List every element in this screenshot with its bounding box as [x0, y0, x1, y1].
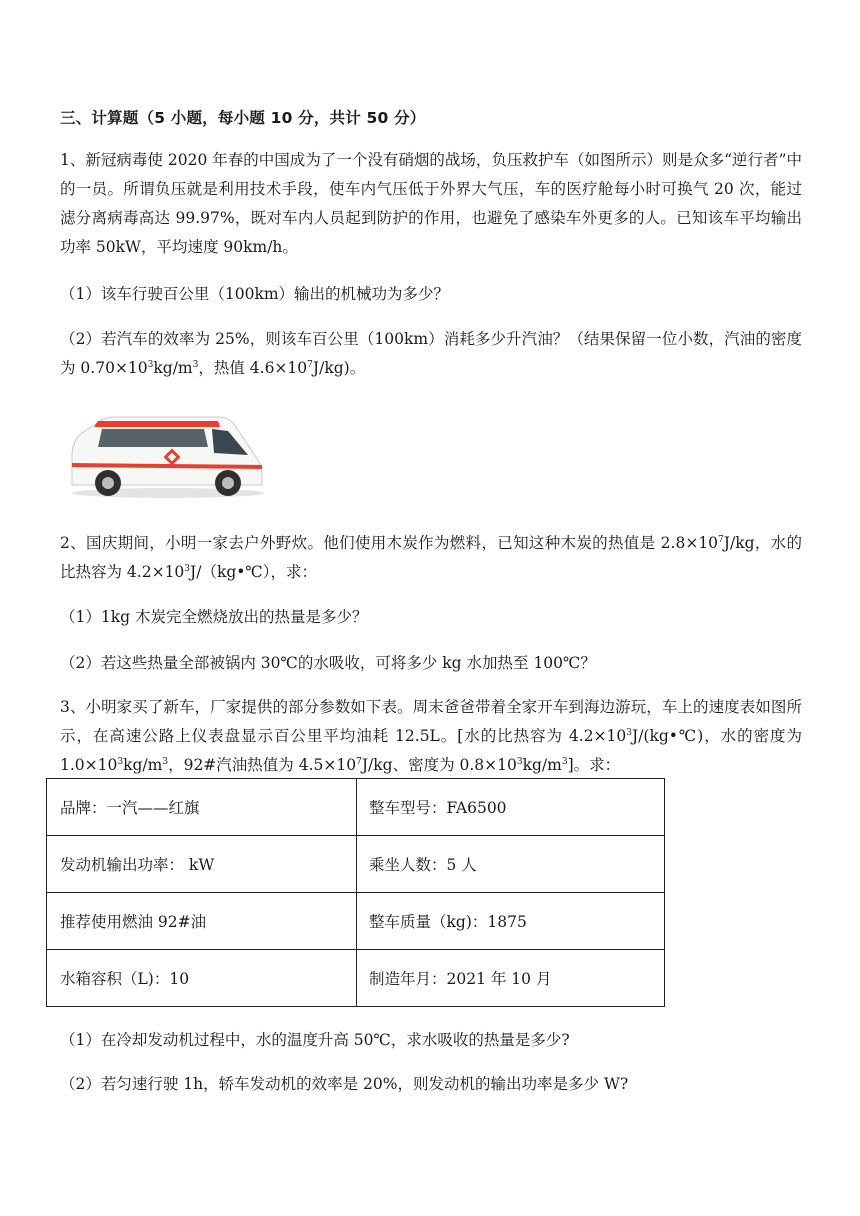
- question-2-part-1: （1）1kg 木炭完全燃烧放出的热量是多少？: [60, 608, 368, 626]
- table-cell-passengers: 乘坐人数：5 人: [357, 836, 665, 893]
- question-2-text: 2、国庆期间，小明一家去户外野炊。他们使用木炭作为燃料，已知这种木炭的热值是 $2.8\times 10^7J/kg$，水的比热容为 $4.2\times 10^3J/(kg•℃)$，求：: [60, 534, 802, 581]
- table-cell-engine-power: 发动机输出功率： kW: [47, 836, 357, 893]
- question-3-part-2: （2）若匀速行驶 1h，轿车发动机的效率是 20%，则发动机的输出功率是多少 W?: [60, 1075, 629, 1093]
- section-heading: 三、计算题（5 小题，每小题 10 分，共计 50 分）: [60, 109, 426, 127]
- table-row: [47, 893, 665, 950]
- question-2-part-2: （2）若这些热量全部被锅内 30℃的水吸收，可将多少 kg 水加热至 100℃？: [60, 654, 596, 672]
- question-1-text: 1、新冠病毒使 2020 年春的中国成为了一个没有硝烟的战场，负压救护车（如图所示）则是众多“逆行者”中的一员。所谓负压就是利用技术手段，使车内气压低于外界大气压，车的医疗舱每小时可换气 20 次，能过滤分离病毒高达 99.97%，既对车内人员起到防护的作用，也避免了感染车外更多的人。已知该车平均输出功率 50kW，平均速度 90km/h。: [60, 151, 802, 256]
- question-1-part-2: （2）若汽车的效率为 25%，则该车百公里（100km）消耗多少升汽油？（结果保留一位小数，汽油的密度为 $0.70\times 10^3kg/m^3$，热值 $4.6\times 10^7J/kg$)。: [60, 330, 802, 377]
- table-cell-brand: 品牌：一汽——红旗: [47, 779, 357, 836]
- question-1-part-1: （1）该车行驶百公里（100km）输出的机械功为多少？: [60, 285, 450, 303]
- question-3-part-1: （1）在冷却发动机过程中，水的温度升高 50℃，求水吸收的热量是多少?: [60, 1031, 570, 1049]
- table-cell-mass: 整车质量（kg)：1875: [357, 893, 665, 950]
- ambulance-icon: [68, 405, 264, 505]
- table-cell-tank: 水箱容积（L)：10: [47, 950, 357, 1007]
- car-spec-table: [46, 778, 665, 1007]
- table-row: [47, 779, 665, 836]
- question-3-text: 3、小明家买了新车，厂家提供的部分参数如下表。周末爸爸带着全家开车到海边游玩，车上的速度表如图所示，在高速公路上仪表盘显示百公里平均油耗 12.5L。[水的比热容为 $4.2\times 10^3J/(kg•℃)$，水的密度为 $1.0\times 10^3kg/m^3$，92#汽油热值为 $4.5\times 10^7J/kg$、密度为 $0.8\times 10^3kg/m^3$]。求：: [60, 698, 802, 774]
- table-row: [47, 836, 665, 893]
- table-cell-date: 制造年月：2021 年 10 月: [357, 950, 665, 1007]
- table-row: [47, 950, 665, 1007]
- table-cell-model: 整车型号：FA6500: [357, 779, 665, 836]
- table-cell-fuel: 推荐使用燃油 92#油: [47, 893, 357, 950]
